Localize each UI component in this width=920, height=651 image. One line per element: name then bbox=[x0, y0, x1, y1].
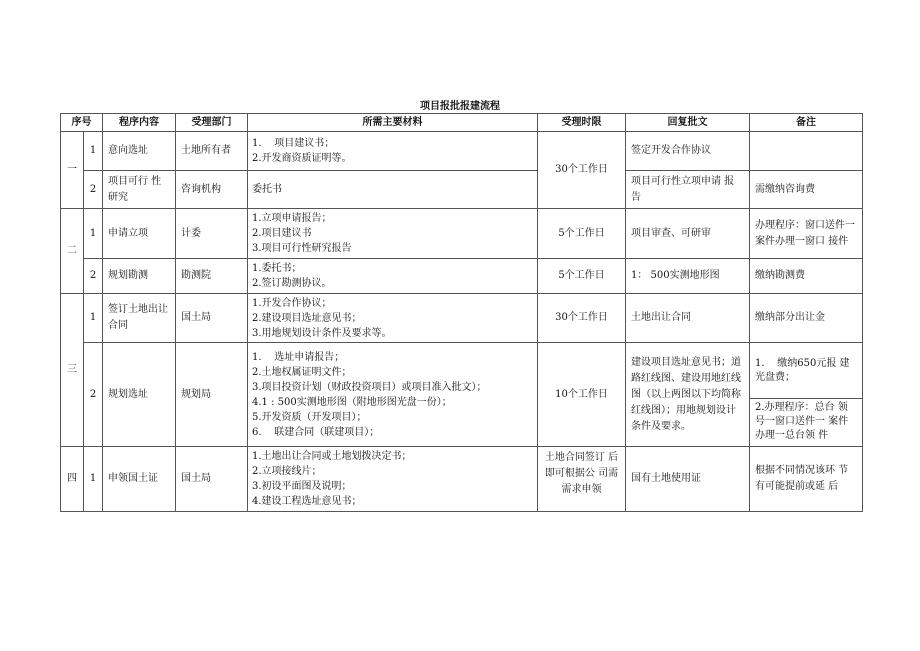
row-note: 根据不同情况该环 节有可能提前或延 后 bbox=[750, 447, 863, 512]
row-number: 2 bbox=[84, 171, 103, 209]
table-row bbox=[61, 171, 863, 209]
material-item: 4.1 : 500实测地形图（附地形图光盘一份）； bbox=[252, 396, 452, 408]
row-reply: 建设项目选址意见书；道路红线图、建设用地红线图（以上两图以下均简称红线图）；用地规划设计条件及要求。 bbox=[626, 343, 750, 447]
row-reply: 土地出让合同 bbox=[626, 294, 750, 343]
note-item: 2.办理程序：总台 领号一窗口送件一 案件办理一总台领 件 bbox=[755, 402, 849, 441]
material-item: 2.开发商资质证明等。 bbox=[252, 153, 352, 164]
material-item: 1. 项目建议书； bbox=[252, 138, 335, 149]
header-reply: 回复批文 bbox=[626, 114, 750, 132]
group-index: 三 bbox=[61, 294, 84, 447]
row-dept: 国土局 bbox=[176, 294, 248, 343]
row-dept: 土地所有者 bbox=[176, 132, 248, 171]
material-item: 1.立项申请报告； bbox=[252, 213, 332, 224]
material-item: 委托书 bbox=[252, 184, 282, 195]
material-item: 1.开发合作协议； bbox=[252, 297, 332, 309]
material-item: 3.初设平面图及说明； bbox=[252, 481, 352, 492]
row-materials bbox=[248, 343, 538, 447]
row-content: 规划勘测 bbox=[103, 259, 176, 294]
material-item: 1.土地出让合同或土地划拨决定书； bbox=[252, 451, 412, 462]
row-content: 申领国土证 bbox=[103, 447, 176, 512]
row-number: 1 bbox=[84, 294, 103, 343]
material-item: 3.项目投资计划（财政投资项目）或项目准入批文）； bbox=[252, 381, 487, 393]
table-row bbox=[61, 209, 863, 259]
group-index: 二 bbox=[61, 209, 84, 294]
material-item: 1.委托书； bbox=[252, 263, 302, 274]
row-number: 2 bbox=[84, 343, 103, 447]
row-dept: 计委 bbox=[176, 209, 248, 259]
row-content: 申请立项 bbox=[103, 209, 176, 259]
row-content: 意向选址 bbox=[103, 132, 176, 171]
row-note: 缴纳部分出让金 bbox=[750, 294, 863, 343]
header-materials: 所需主要材料 bbox=[248, 114, 538, 132]
table-row bbox=[61, 294, 863, 343]
row-number: 1 bbox=[84, 447, 103, 512]
row-note bbox=[750, 132, 863, 171]
table-row bbox=[61, 132, 863, 171]
row-reply: 1： 500实测地形图 bbox=[626, 259, 750, 294]
row-materials bbox=[248, 294, 538, 343]
note-item: 1. 缴纳650元报 建光盘费； bbox=[750, 343, 862, 399]
approval-process-table bbox=[60, 113, 863, 512]
row-materials bbox=[248, 171, 538, 209]
material-item: 2.建设项目选址意见书； bbox=[252, 312, 362, 324]
row-dept: 规划局 bbox=[176, 343, 248, 447]
header-index: 序号 bbox=[61, 114, 103, 132]
row-time: 5个工作日 bbox=[538, 259, 626, 294]
material-item: 2.土地权属证明文件； bbox=[252, 366, 352, 378]
row-content: 签订土地出让合同 bbox=[103, 294, 176, 343]
row-note: 办理程序：窗口送件一案件办理一窗口 接件 bbox=[750, 209, 863, 259]
row-dept: 勘测院 bbox=[176, 259, 248, 294]
row-time: 30个工作日 bbox=[538, 132, 626, 209]
row-number: 1 bbox=[84, 209, 103, 259]
group-index: 一 bbox=[61, 132, 84, 209]
header-time: 受理时限 bbox=[538, 114, 626, 132]
row-content: 项目可行 性研究 bbox=[103, 171, 176, 209]
row-note: 缴纳勘测费 bbox=[750, 259, 863, 294]
table-row bbox=[61, 259, 863, 294]
material-item: 4.建设工程选址意见书； bbox=[252, 496, 362, 507]
table-row bbox=[61, 343, 863, 447]
row-dept: 咨询机构 bbox=[176, 171, 248, 209]
table-row bbox=[61, 447, 863, 512]
row-time: 5个工作日 bbox=[538, 209, 626, 259]
row-materials bbox=[248, 447, 538, 512]
row-materials bbox=[248, 132, 538, 171]
material-item: 5.开发资质（开发项目）； bbox=[252, 411, 367, 423]
row-dept: 国土局 bbox=[176, 447, 248, 512]
material-item: 2.项目建议书 bbox=[252, 228, 312, 239]
header-dept: 受理部门 bbox=[176, 114, 248, 132]
row-reply: 签定开发合作协议 bbox=[626, 132, 750, 171]
row-time: 土地合同签订 后即可根据公 司需需求申领 bbox=[538, 447, 626, 512]
group-index: 四 bbox=[61, 447, 84, 512]
row-note bbox=[750, 343, 863, 447]
material-item: 3.用地规划设计条件及要求等。 bbox=[252, 327, 392, 339]
material-item: 2.签订勘测协议。 bbox=[252, 278, 332, 289]
row-reply: 项目可行性立项申请 报告 bbox=[626, 171, 750, 209]
row-time: 30个工作日 bbox=[538, 294, 626, 343]
row-number: 1 bbox=[84, 132, 103, 171]
header-row bbox=[61, 114, 863, 132]
row-number: 2 bbox=[84, 259, 103, 294]
material-item: 2.立项接线片； bbox=[252, 466, 322, 477]
row-materials bbox=[248, 259, 538, 294]
row-reply: 项目审查、可研审 bbox=[626, 209, 750, 259]
row-time: 10个工作日 bbox=[538, 343, 626, 447]
page-title: 项目报批报建流程 bbox=[420, 101, 500, 112]
header-note: 备注 bbox=[750, 114, 863, 132]
header-content: 程序内容 bbox=[103, 114, 176, 132]
row-reply: 国有土地使用证 bbox=[626, 447, 750, 512]
material-item: 1. 选址申请报告； bbox=[252, 351, 345, 363]
material-item: 6. 联建合同（联建项目）； bbox=[252, 426, 380, 438]
row-materials bbox=[248, 209, 538, 259]
row-note: 需缴纳咨询费 bbox=[750, 171, 863, 209]
row-content: 规划选址 bbox=[103, 343, 176, 447]
material-item: 3.项目可行性研究报告 bbox=[252, 243, 352, 254]
